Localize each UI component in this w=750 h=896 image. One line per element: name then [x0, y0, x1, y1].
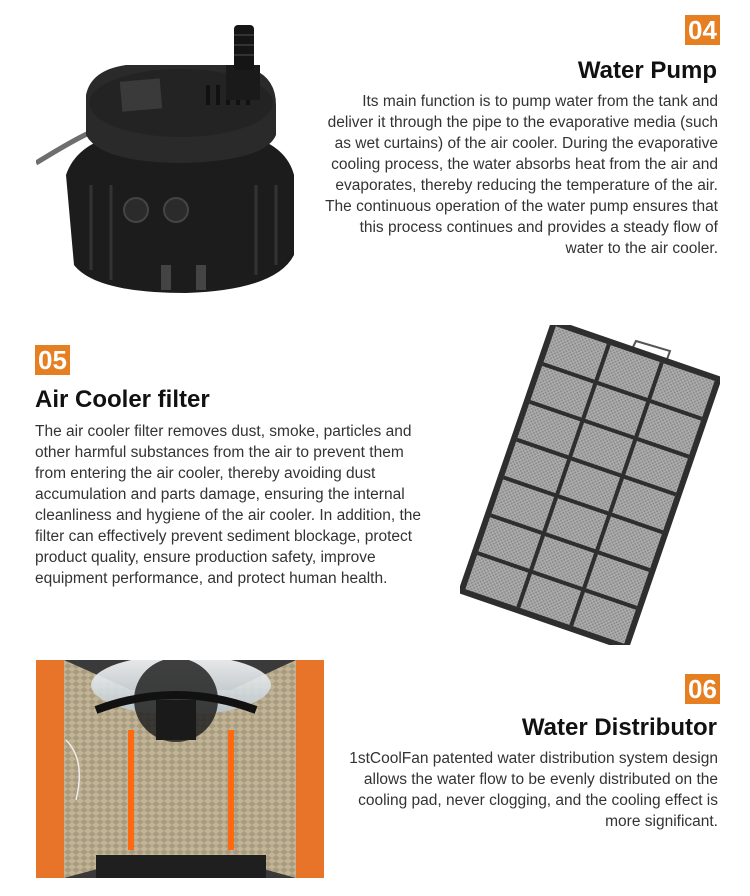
section-description: Its main function is to pump water from the tank and deliver it through the pipe to the evaporative media (such as wet curtains) of the air cooler. During the evaporative cooling process, the water absorbs heat from the air and evaporates, thereby reducing the temperature of the air. The continuous operation of the water pump ensures that this process continues and provides a steady flow of water to the air cooler. [325, 93, 718, 257]
section-title: Water Distributor [521, 714, 717, 741]
water-pump-image [36, 25, 306, 295]
section-number-badge: 06 [685, 674, 720, 704]
section-water-pump [0, 0, 750, 310]
section-description: 1stCoolFan patented water distribution system design allows the water flow to be evenly distributed on the cooling pad, never clogging, and the cooling effect is more significant. [349, 750, 718, 830]
section-number-badge: 04 [685, 15, 720, 45]
water-distributor-image [36, 660, 324, 878]
section-number-badge: 05 [35, 345, 70, 375]
section-water-distributor [0, 650, 750, 896]
section-description: The air cooler filter removes dust, smoke, particles and other harmful substances from the air to prevent them from entering the air cooler, thereby avoiding dust accumulation and parts damage, ensuring the internal cleanliness and hygiene of the air cooler. In addition, the filter can effectively prevent sediment blockage, protect product quality, ensure production safety, improve equipment performance, and protect human health. [35, 423, 422, 587]
section-air-cooler-filter [0, 310, 750, 650]
section-title: Air Cooler filter [35, 386, 210, 413]
air-filter-image [460, 325, 720, 645]
section-title: Water Pump [577, 57, 717, 84]
